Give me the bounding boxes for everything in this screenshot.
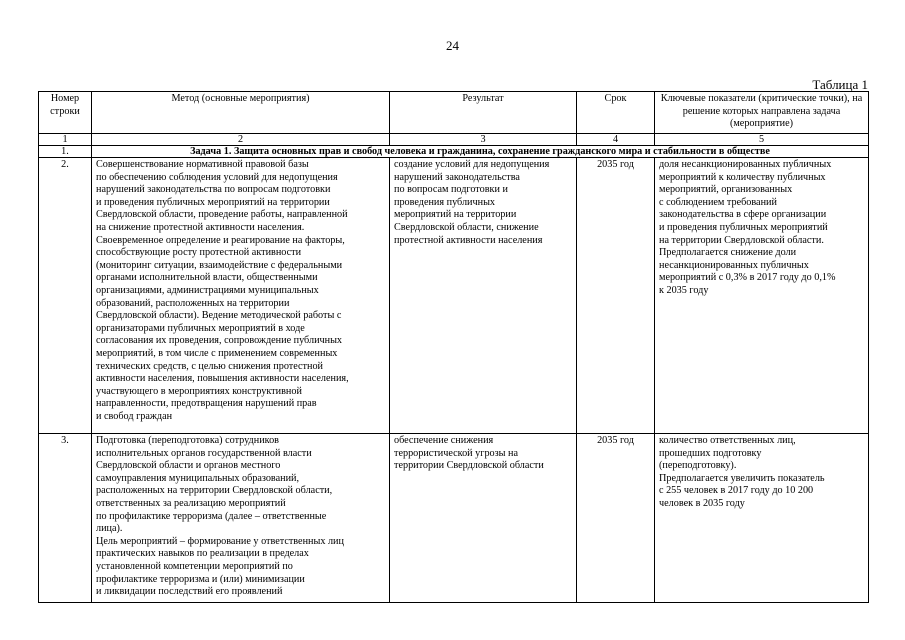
- task-row-number: 1.: [39, 146, 92, 158]
- table-row: [39, 158, 869, 434]
- row-result: создание условий для недопущения нарушений законодательства по вопросам подготовки и проведения публичных мероприятий на территории Свердловской области, снижение протестной активности населения: [390, 158, 577, 434]
- row-number: 3.: [39, 434, 92, 603]
- table-row: [39, 434, 869, 603]
- task-row: [39, 146, 869, 158]
- row-method: Подготовка (переподготовка) сотрудников исполнительных органов государственной власти Свердловской области и органов местного самоуправления муниципальных образований, расположенных на территории Свердловской области, ответственных за реализацию мероприятий по профилактике терроризма (далее – ответственные лица). Цель мероприятий – формирование у ответственных лиц практических навыков по реализации в пределах установленной компетенции мероприятий по профилактике терроризма и (или) минимизации и ликвидации последствий его проявлений: [92, 434, 390, 603]
- row-indicators: доля несанкционированных публичных мероприятий к количеству публичных мероприятий, организованных с соблюдением требований законодательства в сфере организации и проведения публичных мероприятий на территории Свердловской области. Предполагается снижение доли несанкционированных публичных мероприятий с 0,3% в 2017 году до 0,1% к 2035 году: [655, 158, 869, 434]
- column-number: 1: [39, 134, 92, 146]
- column-number: 2: [92, 134, 390, 146]
- row-term: 2035 год: [577, 434, 655, 603]
- header-term: Срок: [577, 92, 655, 134]
- measures-table: [38, 91, 869, 603]
- header-method: Метод (основные мероприятия): [92, 92, 390, 134]
- page-number: 24: [446, 38, 459, 53]
- row-method: Совершенствование нормативной правовой базы по обеспечению соблюдения условий для недопущения нарушений законодательства по вопросам подготовки и проведения публичных мероприятий на территории Свердловской области, проведение работы, направленной на снижение протестной активности населения. Своевременное определение и реагирование на факторы, способствующие росту протестной активности (мониторинг ситуации, взаимодействие с федеральными органами исполнительной власти, общественными организациями, администрациями муниципальных образований, расположенных на территории Свердловской области). Ведение методической работы с организаторами публичных мероприятий в ходе согласования их проведения, сопровождение публичных мероприятий, в том числе с применением современных технических средств, с целью снижения протестной активности населения, повышения активности населения, участвующего в мероприятиях конструктивной направленности, предотвращения нарушений прав и свобод граждан: [92, 158, 390, 434]
- row-number: 2.: [39, 158, 92, 434]
- header-indicators: Ключевые показатели (критические точки), на решение которых направлена задача (мероприятие): [655, 92, 869, 134]
- row-term: 2035 год: [577, 158, 655, 434]
- column-number: 5: [655, 134, 869, 146]
- task-title: Задача 1. Защита основных прав и свобод человека и гражданина, сохранение гражданского мира и стабильности в обществе: [92, 146, 869, 158]
- column-number: 4: [577, 134, 655, 146]
- header-row-number: Номер строки: [39, 92, 92, 134]
- row-indicators: количество ответственных лиц, прошедших подготовку (переподготовку). Предполагается увеличить показатель с 255 человек в 2017 году до 10 200 человек в 2035 году: [655, 434, 869, 603]
- column-number: 3: [390, 134, 577, 146]
- table-caption: Таблица 1: [812, 77, 868, 92]
- header-result: Результат: [390, 92, 577, 134]
- row-result: обеспечение снижения террористической угрозы на территории Свердловской области: [390, 434, 577, 603]
- table-header-row: [39, 92, 869, 134]
- column-numbers-row: [39, 134, 869, 146]
